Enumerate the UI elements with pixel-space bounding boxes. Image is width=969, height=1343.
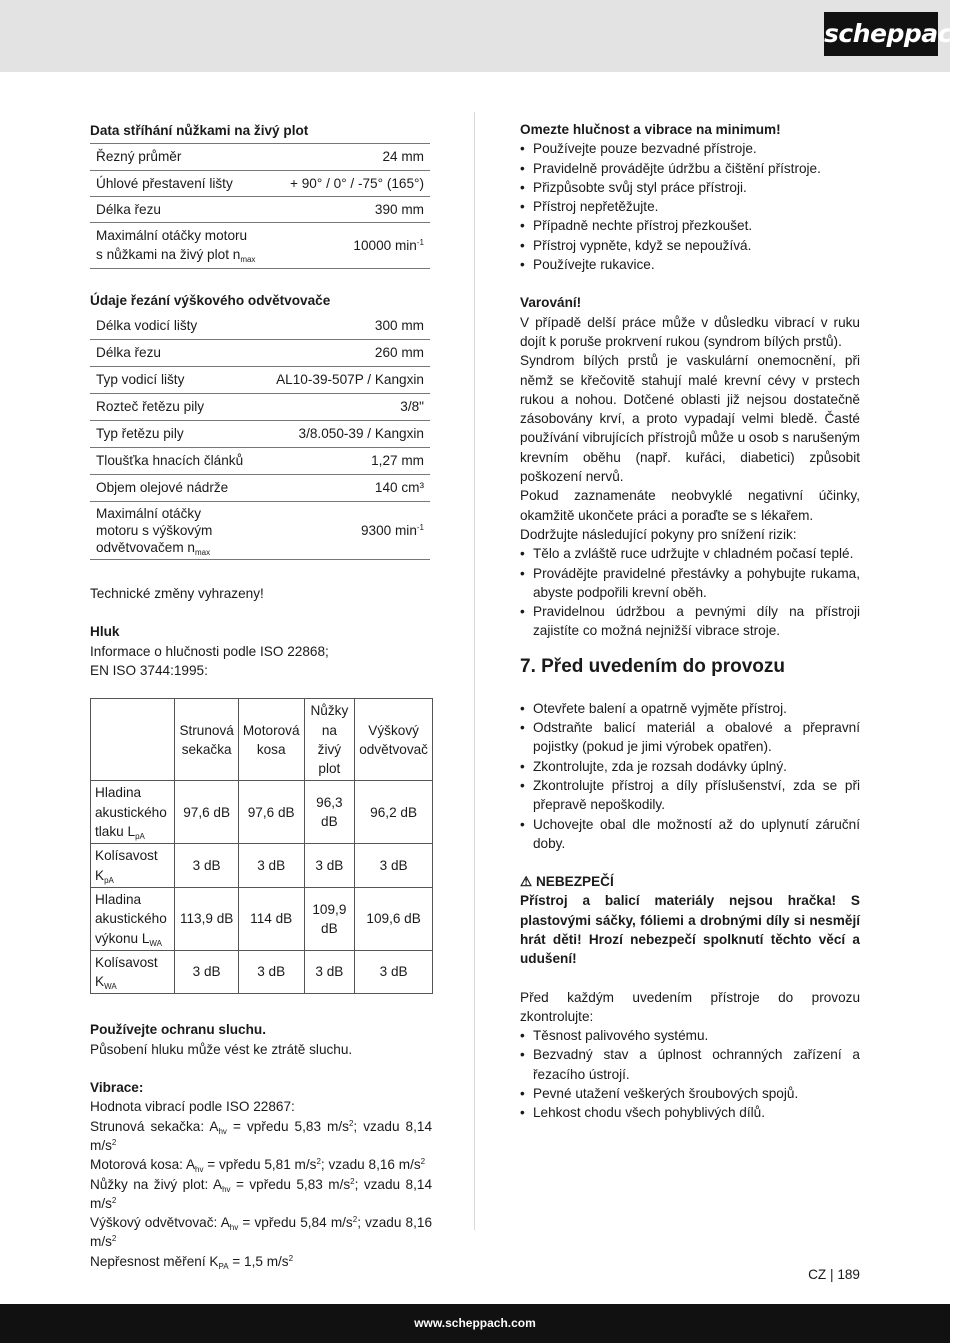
warning-title: Varování! (520, 295, 582, 311)
spec-value: 300 mm (260, 313, 430, 340)
list-item: • Případně nechte přístroj přezkoušet. (520, 216, 860, 235)
spec-row (90, 223, 430, 269)
list-item: • Přístroj nepřetěžujte. (520, 197, 860, 216)
spec-row (90, 475, 430, 502)
noise-header-cell: Strunová sekačka (175, 699, 238, 781)
spec-label: Délka vodicí lišty (90, 313, 260, 340)
pruner-title: Údaje řezání výškového odvětvovače (90, 292, 331, 308)
noise-cell: 114 dB (238, 887, 304, 950)
check-intro: Před každým uvedením přístroje do provozu zkontrolujte: (520, 989, 860, 1024)
list-item: • Přizpůsobte svůj styl práce přístroji. (520, 178, 860, 197)
noise-row-label (91, 887, 175, 950)
noise-cell: 96,3 dB (304, 781, 355, 844)
page-number: CZ | 189 (808, 1267, 860, 1282)
spec-label (90, 502, 260, 560)
check-list (520, 1026, 860, 1122)
noise-row-label (91, 950, 175, 994)
right-column (520, 120, 860, 1123)
noise-cell: 3 dB (175, 950, 238, 994)
list-item: • Pravidelně provádějte údržbu a čištění přístroje. (520, 159, 860, 178)
spec-value: 1,27 mm (260, 448, 430, 475)
subscript: pA (135, 832, 145, 842)
spec-row (90, 421, 430, 448)
list-item: • Pevné utažení veškerých šroubových spojů. (520, 1084, 860, 1103)
noise-header-cell: Výškový odvětvovač (355, 699, 433, 781)
noise-header-cell: Nůžky na živý plot (304, 699, 355, 781)
spec-label: Délka řezu (90, 196, 274, 222)
noise-cell: 97,6 dB (175, 781, 238, 844)
list-item: • Provádějte pravidelné přestávky a pohybujte rukama, abyste podpořili krevní oběh. (520, 564, 860, 603)
spec-value (274, 223, 430, 269)
spec-label: Rozteč řetězu pily (90, 394, 260, 421)
noise-table (90, 698, 433, 994)
list-item: • Uchovejte obal dle možností až do uplynutí záruční doby. (520, 815, 860, 854)
spec-value: 140 cm³ (260, 475, 430, 502)
spec-label: Tloušťka hnacích článků (90, 448, 260, 475)
list-item: • Otevřete balení a opatrně vyjměte přístroj. (520, 699, 860, 718)
rpm-value: 10000 min (353, 237, 417, 253)
noise-header-row (91, 699, 433, 781)
noise-row-label (91, 781, 175, 844)
scheppach-logo: scheppach (824, 12, 938, 56)
vibration-line: Strunová sekačka: $A_{hv}$ = vpředu 5,83 $m/s^2$; vzadu 8,14 $m/s^2$ (90, 1118, 432, 1153)
minimize-title: Omezte hlučnost a vibrace na minimum! (520, 122, 781, 137)
subscript: pA (104, 875, 114, 885)
noise-row (91, 844, 433, 888)
section-7-title: 7. Před uvedením do provozu (520, 655, 785, 677)
warning-paragraph: Dodržujte následující pokyny pro snížení rizik: (520, 526, 797, 542)
spec-value: + 90° / 0° / -75° (165°) (274, 170, 430, 196)
noise-cell: 97,6 dB (238, 781, 304, 844)
pruner-spec-table (90, 313, 430, 560)
label-text: Hladina akustického tlaku L (95, 785, 167, 840)
list-item: • Bezvadný stav a úplnost ochranných zařízení a řezacího ústrojí. (520, 1045, 860, 1084)
hedge-spec-table (90, 143, 430, 268)
noise-cell: 3 dB (238, 950, 304, 994)
rpm-label-line: Maximální otáčky (96, 506, 202, 522)
column-divider (474, 112, 475, 1230)
spec-value: 3/8" (260, 394, 430, 421)
spec-row (90, 340, 430, 367)
tech-note: Technické změny vyhrazeny! (90, 586, 264, 602)
noise-cell: 109,6 dB (355, 887, 433, 950)
list-item: • Lehkost chodu všech pohyblivých dílů. (520, 1103, 860, 1122)
vibration-line: Motorová kosa: $A_{hv}$ = vpředu 5,81 $m/s^2$; vzadu 8,16 $m/s^2$ (90, 1157, 426, 1175)
list-item: • Používejte rukavice. (520, 255, 860, 274)
warning-list (520, 544, 860, 640)
noise-info: Informace o hlučnosti podle ISO 22868; (90, 643, 329, 659)
spec-label (90, 223, 274, 269)
rpm-label-line: motoru s výškovým (96, 523, 213, 539)
list-item: • Odstraňte balicí materiál a obalové a přepravní pojistky (pokud je jimi výrobek opatřen). (520, 718, 860, 757)
spec-label: Objem olejové nádrže (90, 475, 260, 502)
warning-paragraph: Syndrom bílých prstů je vaskulární onemocnění, při němž se křečovitě stahují malé krevní cévy v prstech rukou a nohou. Dotčené oblasti již nejsou dostatečně zásobovány krví, a proto vypadají velmi bledě. Časté používání vibrujících přístrojů může u osob s narušeným krevním oběhu (např. kuřáci, diabetici) způsobit poškození nervů. (520, 353, 861, 485)
vibration-title: Vibrace: (90, 1080, 144, 1096)
danger-title: ⚠ NEBEZPEČÍ (520, 874, 614, 890)
label-text: Kolísavost K (95, 954, 158, 990)
spec-value: 260 mm (260, 340, 430, 367)
subscript: WA (149, 938, 163, 948)
spec-label: Typ řetězu pily (90, 421, 260, 448)
rpm-label-line: s nůžkami na živý plot n (96, 247, 241, 263)
label-text: Hladina akustického výkonu L (95, 891, 167, 946)
noise-cell: 3 dB (355, 950, 433, 994)
spec-value (260, 502, 430, 560)
spec-row (90, 144, 430, 170)
vibration-line: Nůžky na živý plot: $A_{hv}$ = vpředu 5,83 $m/s^2$; vzadu 8,14 $m/s^2$ (90, 1176, 432, 1211)
spec-row (90, 394, 430, 421)
left-column (90, 120, 432, 1271)
noise-row-label (91, 844, 175, 888)
spec-row (90, 367, 430, 394)
list-item: • Zkontrolujte, zda je rozsah dodávky úplný. (520, 757, 860, 776)
hedge-title: Data stříhání nůžkami na živý plot (90, 123, 309, 138)
noise-cell: 96,2 dB (355, 781, 433, 844)
noise-info: EN ISO 3744:1995: (90, 662, 208, 678)
warning-paragraph: Pokud zaznamenáte neobvyklé negativní účinky, okamžitě ukončete práci a poraďte se s lékařem. (520, 488, 860, 523)
list-item: • Tělo a zvláště ruce udržujte v chladném počasí teplé. (520, 544, 860, 563)
minimize-list (520, 139, 860, 274)
list-item: • Přístroj vypněte, když se nepoužívá. (520, 236, 860, 255)
noise-header-cell: Motorová kosa (238, 699, 304, 781)
noise-cell: 3 dB (175, 844, 238, 888)
subscript: max (195, 548, 211, 558)
rpm-value: 9300 min (360, 522, 417, 538)
rpm-label-line: Maximální otáčky motoru (96, 228, 248, 244)
noise-row (91, 781, 433, 844)
superscript: -1 (416, 237, 424, 247)
warning-paragraph: V případě delší práce může v důsledku vibrací v ruku dojít k poruše prokrvení rukou (syndrom bílých prstů). (520, 314, 860, 349)
spec-value: 390 mm (274, 196, 430, 222)
noise-cell: 3 dB (355, 844, 433, 888)
superscript: -1 (416, 522, 424, 532)
spec-label: Řezný průměr (90, 144, 274, 170)
list-item: • Těsnost palivového systému. (520, 1026, 860, 1045)
spec-value: 3/8.050-39 / Kangxin (260, 421, 430, 448)
noise-title: Hluk (90, 624, 120, 640)
hearing-title: Používejte ochranu sluchu. (90, 1022, 266, 1038)
rpm-label-line: odvětvovačem n (96, 540, 195, 556)
spec-label: Typ vodicí lišty (90, 367, 260, 394)
hearing-text: Působení hluku může vést ke ztrátě sluchu. (90, 1041, 353, 1057)
spec-value: AL10-39-507P / Kangxin (260, 367, 430, 394)
spec-value: 24 mm (274, 144, 430, 170)
footer-url[interactable]: www.scheppach.com (414, 1316, 536, 1330)
vibration-line: Nepřesnost měření $K_{PA} = 1,5$ $m/s^2$ (90, 1253, 294, 1271)
noise-cell: 109,9 dB (304, 887, 355, 950)
spec-row (90, 448, 430, 475)
label-text: Kolísavost K (95, 848, 158, 883)
list-item: • Pravidelnou údržbou a pevnými díly na přístroji zajistíte co možná nejnižší vibrace stroje. (520, 602, 860, 641)
header-bar (0, 0, 969, 72)
noise-cell: 113,9 dB (175, 887, 238, 950)
list-item: • Zkontrolujte přístroj a díly příslušenství, zda se při přepravě nepoškodily. (520, 776, 860, 815)
section-7-list (520, 699, 860, 853)
noise-cell: 3 dB (304, 844, 355, 888)
footer-bar (0, 1304, 950, 1343)
subscript: WA (104, 982, 117, 992)
spec-row (90, 196, 430, 222)
spec-row (90, 502, 430, 560)
vibration-intro: Hodnota vibrací podle ISO 22867: (90, 1099, 295, 1115)
noise-cell: 3 dB (238, 844, 304, 888)
vibration-line: Výškový odvětvovač: $A_{hv}$ = vpředu 5,84 $m/s^2$; vzadu 8,16 $m/s^2$ (90, 1215, 433, 1250)
danger-text: Přístroj a balicí materiály nejsou hračka! S plastovými sáčky, fóliemi a drobnými díly si nesmějí hrát děti! Hrozí nebezpečí spolknutí těchto věcí a udušení! (520, 893, 860, 967)
noise-cell: 3 dB (304, 950, 355, 994)
noise-row (91, 950, 433, 994)
noise-row (91, 887, 433, 950)
noise-header-empty (91, 699, 175, 781)
spec-row (90, 313, 430, 340)
spec-label: Úhlové přestavení lišty (90, 170, 274, 196)
spec-label: Délka řezu (90, 340, 260, 367)
list-item: • Používejte pouze bezvadné přístroje. (520, 139, 860, 158)
subscript: max (240, 255, 256, 265)
spec-row (90, 170, 430, 196)
